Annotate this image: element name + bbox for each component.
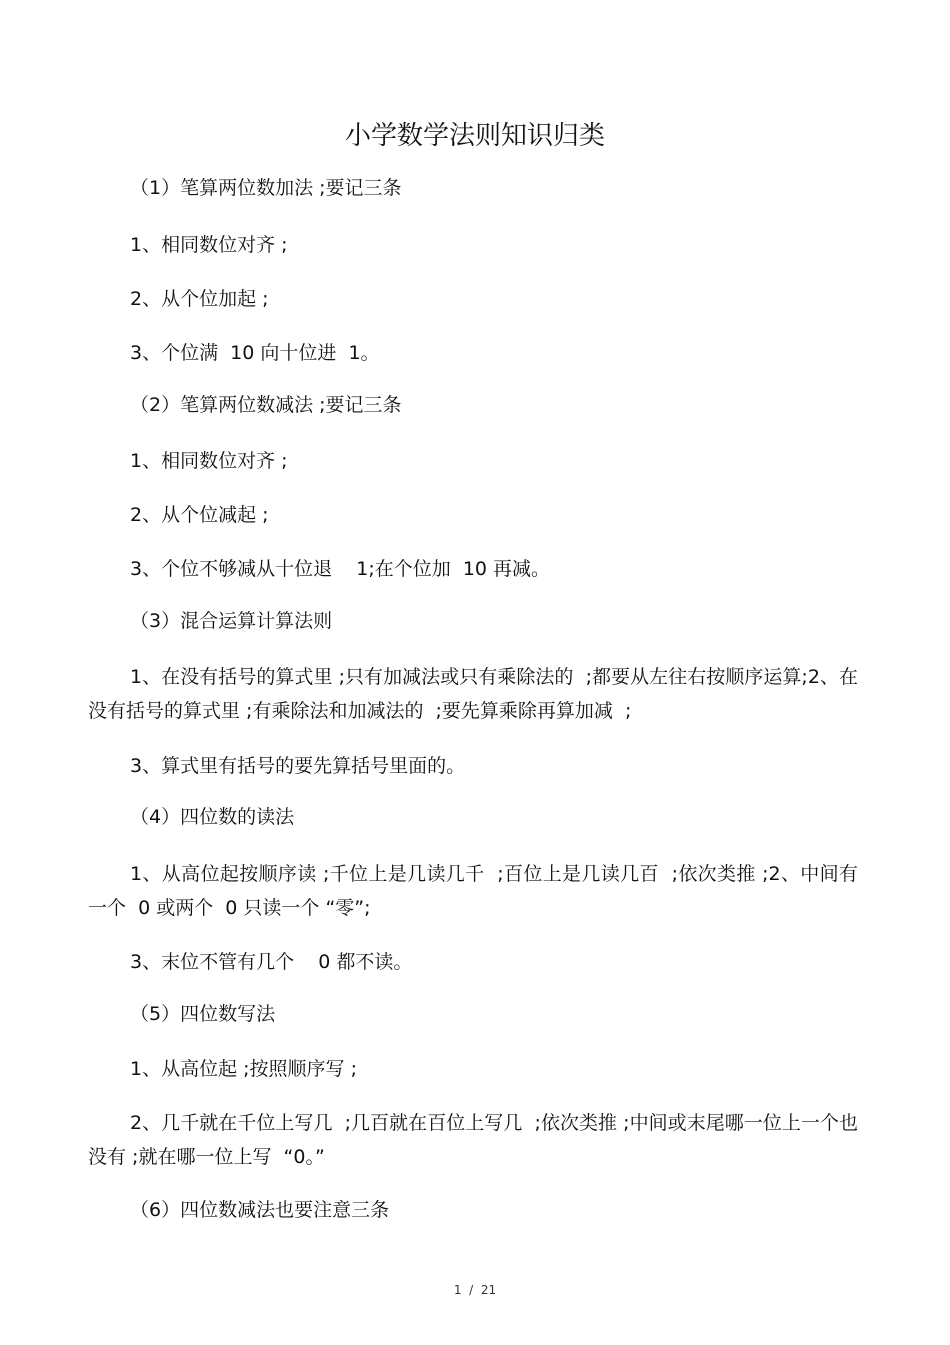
section-2-item-1: 1、相同数位对齐 ; [130,450,288,472]
page-number: 1 / 21 [453,1283,497,1297]
section-2-item-3: 3、个位不够减从十位退 1;在个位加 10 再减。 [130,558,551,580]
section-2-item-2: 2、从个位减起 ; [130,504,269,526]
section-3-item-1: 1、在没有括号的算式里 ;只有加减法或只有乘除法的 ;都要从左往右按顺序运算;2、在没有括号的算式里 ;有乘除法和加减法的 ;要先算乘除再算加减 ; [88,666,858,722]
section-5-item-2: 2、几千就在千位上写几 ;几百就在百位上写几 ;依次类推 ;中间或末尾哪一位上一个也没有 ;就在哪一位上写 “0。” [88,1112,858,1168]
section-1-item-2: 2、从个位加起 ; [130,288,269,310]
section-heading-5: （5）四位数写法 [130,1003,276,1025]
section-heading-1: （1）笔算两位数加法 ;要记三条 [130,177,402,199]
section-heading-2: （2）笔算两位数减法 ;要记三条 [130,394,402,416]
section-heading-6: （6）四位数减法也要注意三条 [130,1199,390,1221]
section-heading-3: （3）混合运算计算法则 [130,610,333,632]
section-3-item-2: 3、算式里有括号的要先算括号里面的。 [130,755,466,777]
section-4-item-1: 1、从高位起按顺序读 ;千位上是几读几千 ;百位上是几读几百 ;依次类推 ;2、中间有一个 0 或两个 0 只读一个 “零”; [88,863,858,919]
section-1-item-3: 3、个位满 10 向十位进 1。 [130,342,380,364]
section-1-item-1: 1、相同数位对齐 ; [130,234,288,256]
section-5-item-1: 1、从高位起 ;按照顺序写 ; [130,1058,357,1080]
section-4-item-2: 3、末位不管有几个 0 都不读。 [130,951,413,973]
document-title: 小学数学法则知识归类 [344,121,605,151]
section-heading-4: （4）四位数的读法 [130,806,295,828]
